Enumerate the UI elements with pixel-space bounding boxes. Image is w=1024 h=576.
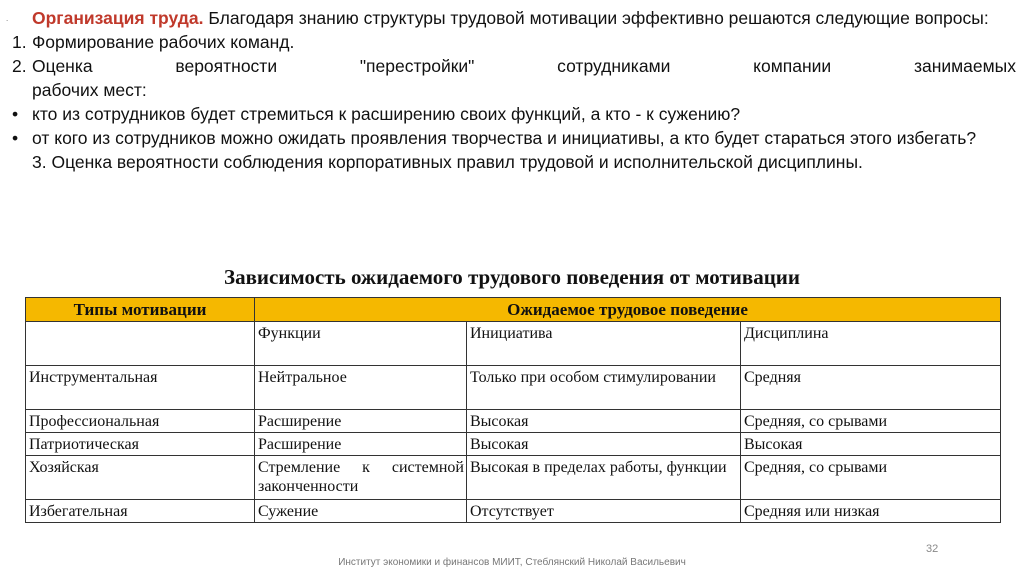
table-cell: Высокая в пределах работы, функции <box>467 456 741 500</box>
bullet-text: кто из сотрудников будет стремиться к расширению своих функций, а кто - к сужению? <box>32 104 741 124</box>
list-marker: 1. <box>12 32 27 52</box>
header-types: Типы мотивации <box>26 298 255 322</box>
table-row <box>26 500 1001 523</box>
bullet-icon: • <box>12 104 19 124</box>
page-number: 32 <box>926 543 939 555</box>
table-cell <box>26 322 255 366</box>
table-cell: Патриотическая <box>26 433 255 456</box>
table-cell: Избегательная <box>26 500 255 523</box>
table-cell: Отсутствует <box>467 500 741 523</box>
table-cell: Средняя, со срывами <box>741 410 1001 433</box>
list-item-1 <box>12 30 1016 54</box>
table-cell: Расширение <box>255 410 467 433</box>
table-title: Зависимость ожидаемого трудового поведения от мотивации <box>223 265 801 289</box>
table-cell: Сужение <box>255 500 467 523</box>
bullet-item-1 <box>12 102 1016 126</box>
table-cell: Только при особом стимулировании <box>467 366 741 410</box>
subheader-functions: Функции <box>255 322 467 366</box>
table-subheader-row <box>26 322 1001 366</box>
list-item-text: Оценка вероятности "перестройки" сотрудниками компании занимаемых <box>32 56 1016 76</box>
intro-paragraph <box>12 6 1016 30</box>
table-cell: Инструментальная <box>26 366 255 410</box>
table-row <box>26 366 1001 410</box>
list-item-text: Формирование рабочих команд. <box>32 32 295 52</box>
subheader-initiative: Инициатива <box>467 322 741 366</box>
corner-dot: . <box>6 14 9 23</box>
table-row <box>26 410 1001 433</box>
motivation-table <box>25 297 1001 523</box>
table-cell: Профессиональная <box>26 410 255 433</box>
table-header-row <box>26 298 1001 322</box>
table-cell: Расширение <box>255 433 467 456</box>
intro-text: Благодаря знанию структуры трудовой мотивации эффективно решаются следующие вопросы: <box>203 8 989 28</box>
list-item-2 <box>12 54 1016 102</box>
table-cell: Высокая <box>467 433 741 456</box>
footer-text: Институт экономики и финансов МИИТ, Стеблянский Николай Васильевич <box>338 557 686 568</box>
bullet-item-2 <box>12 126 1016 150</box>
header-behavior: Ожидаемое трудовое поведение <box>255 298 1001 322</box>
body-text <box>12 6 1016 174</box>
list-item-3 <box>12 150 1016 174</box>
list-item-text: 3. Оценка вероятности соблюдения корпоративных правил трудовой и исполнительской дисциплины. <box>32 152 863 172</box>
table-cell: Высокая <box>467 410 741 433</box>
table-cell: Хозяйская <box>26 456 255 500</box>
table-cell: Высокая <box>741 433 1001 456</box>
subheader-discipline: Дисциплина <box>741 322 1001 366</box>
table-cell: Нейтральное <box>255 366 467 410</box>
table-cell: Средняя или низкая <box>741 500 1001 523</box>
list-marker: 2. <box>12 56 27 76</box>
list-item-continuation: рабочих мест: <box>32 80 147 100</box>
table-cell: Средняя, со срывами <box>741 456 1001 500</box>
lead-heading: Организация труда. <box>32 8 204 28</box>
table-cell: Стремление к системной законченности <box>255 456 467 500</box>
bullet-icon: • <box>12 128 19 148</box>
bullet-text: от кого из сотрудников можно ожидать проявления творчества и инициативы, а кто будет стараться этого избегать? <box>32 128 977 148</box>
table-cell: Средняя <box>741 366 1001 410</box>
table-row <box>26 456 1001 500</box>
table-row <box>26 433 1001 456</box>
